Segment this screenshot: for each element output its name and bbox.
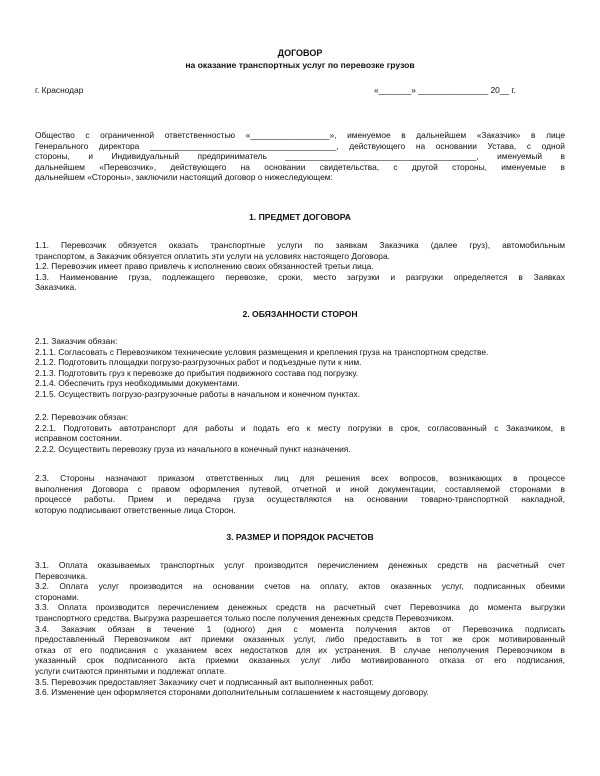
clause-line: предоставленный Перевозчиком акт приемки оказанных услуг, либо предоставить в тот же срок мотивированный [35,634,565,645]
clause-line: сторонами. [35,591,79,602]
clause-line: услуги считаются принятыми и подлежат оплате. [35,665,227,676]
city-line: г. Краснодар [35,85,84,95]
preamble-line: Генерального директора ________________________________________, действующего на основании Устава, с одной [35,140,565,151]
clause-line: 2.2. Перевозчик обязан: [35,412,129,422]
preamble [35,130,565,183]
date-line: «_______» _______________ 20__ г. [374,85,516,95]
clause-line: 3.2. Оплата услуг производится на основании счетов на оплату, актов оказанных услуг, подписанных обеими [35,581,565,592]
section-3-heading: 3. РАЗМЕР И ПОРЯДОК РАСЧЕТОВ [226,532,374,542]
clause-line: Перевозчика. [35,570,88,581]
clause-line: 2.3. Стороны назначают приказом ответственных лиц для решения всех вопросов, возникающих в процессе [35,473,565,483]
clause-line: исправном состоянии. [35,433,122,444]
clause-line: 2.2.1. Подготовить автотранспорт для работы и подать его к месту погрузки в срок, согласованный с Заказчиком, в [35,422,565,433]
clause-line: 1.1. Перевозчик обязуется оказать транспортные услуги по заявкам Заказчика (далее груз), автомобильным [35,240,565,250]
document-subtitle: на оказание транспортных услуг по перевозке грузов [185,60,415,70]
clause-line: 2.1.1. Согласовать с Перевозчиком технические условия размещения и крепления груза на транспортном средстве. [35,346,489,357]
clause-line: процессе работы. Прием и передача груза осуществляются на основании товарно-транспортной накладной, [35,494,565,505]
clause-line: Заказчика. [35,282,77,293]
preamble-line: дальнейшем «Перевозчик», действующего на основании свидетельства, с другой стороны, именуемые в [35,161,565,172]
document-title: ДОГОВОР [277,48,323,58]
clause-line: указанный срок подписанного акта приемки оказанных услуг либо мотивированного отказа от его подписания, [35,655,565,666]
clause-line: 3.1. Оплата оказываемых транспортных услуг производится перечислением денежных средств на расчетный счет [35,560,565,570]
clause-line: транспортного средства. Выгрузка разрешается только после получения денежных средств Перевозчиком. [35,612,454,623]
clause-line: 2.1.5. Осуществить погрузо-разгрузочные работы в начальном и конечном пунктах. [35,388,361,399]
clause-line: 3.5. Перевозчик предоставляет Заказчику счет и подписанный акт выполненных работ. [35,676,374,687]
preamble-line: стороны, и Индивидуальный предприниматель _________________________________________, именуемый в [35,151,565,162]
clause-line: 2.1.3. Подготовить груз к перевозке до прибытия подвижного состава под погрузку. [35,367,359,378]
clause-line: 3.4. Заказчик обязан в течение 1 (одного) дня с момента получения актов от Перевозчика подписать [35,623,565,634]
clause-line: 3.6. Изменение цен оформляется сторонами дополнительным соглашением к настоящему договору. [35,687,429,698]
carrier-obligations [35,412,565,454]
preamble-line: дальнейшем «Стороны», заключили настоящий договор о нижеследующем: [35,172,333,183]
customer-obligations [35,336,565,400]
section-1-heading: 1. ПРЕДМЕТ ДОГОВОРА [249,212,351,222]
preamble-line: Общество с ограниченной ответственностью «_________________», именуемое в дальнейшем «Заказчик» в лице [35,130,565,140]
section-3-body [35,560,565,698]
clause-line: выполнения Договора с правом оформления путевой, отчетной и иной документации, составляемой сторонами в [35,483,565,494]
section-2-heading: 2. ОБЯЗАННОСТИ СТОРОН [242,309,358,319]
clause-line: 2.1.4. Обеспечить груз необходимыми документами. [35,378,240,389]
clause-line: транспортом, а Заказчик обязуется оплатить эти услуги на условиях настоящего Договора. [35,250,390,261]
clause-line: 3.3. Оплата производится перечислением денежных средств на расчетный счет Перевозчика до момента выгрузки [35,602,565,613]
clause-line: 1.3. Наименование груза, подлежащего перевозке, сроки, место загрузки и разгрузки определяется в Заявках [35,271,565,282]
clause-2-3 [35,473,565,515]
section-1-body [35,240,565,293]
clause-line: 2.1.2. Подготовить площадки погрузо-разгрузочных работ и подъездные пути к ним. [35,357,362,368]
clause-line: 2.2.2. Осуществить перевозку груза из начального в конечный пункт назначения. [35,443,351,454]
clause-line: 2.1. Заказчик обязан: [35,336,118,346]
clause-line: отказ от его подписания с указанием всех недостатков для их устранения. В случае неполучения Перевозчиком в [35,644,565,655]
clause-line: которую подписывают ответственные лица Сторон. [35,504,236,515]
clause-line: 1.2. Перевозчик имеет право привлечь к исполнению своих обязанностей третьи лица. [35,261,374,272]
